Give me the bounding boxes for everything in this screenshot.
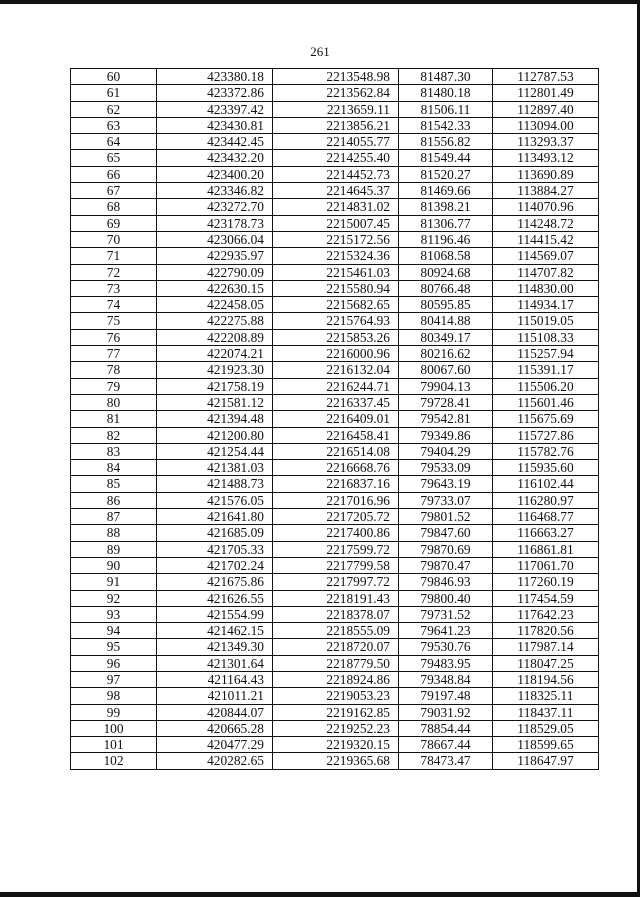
local-y-cell: 118599.65: [493, 737, 599, 753]
local-y-cell: 113690.89: [493, 166, 599, 182]
table-row: [71, 704, 599, 720]
point-number-cell: 87: [71, 509, 157, 525]
local-y-cell: 115935.60: [493, 460, 599, 476]
table-row: [71, 297, 599, 313]
local-y-cell: 117820.56: [493, 623, 599, 639]
point-number-cell: 67: [71, 183, 157, 199]
local-x-cell: 81398.21: [399, 199, 493, 215]
point-number-cell: 79: [71, 378, 157, 394]
coord-y-cell: 2216514.08: [273, 443, 399, 459]
coord-y-cell: 2218924.86: [273, 671, 399, 687]
coord-y-cell: 2218779.50: [273, 655, 399, 671]
local-y-cell: 115019.05: [493, 313, 599, 329]
table-row: [71, 590, 599, 606]
table-row: [71, 280, 599, 296]
coord-x-cell: 420844.07: [157, 704, 273, 720]
local-x-cell: 80414.88: [399, 313, 493, 329]
coord-x-cell: 422275.88: [157, 313, 273, 329]
point-number-cell: 76: [71, 329, 157, 345]
local-y-cell: 114569.07: [493, 248, 599, 264]
table-row: [71, 492, 599, 508]
coord-y-cell: 2218378.07: [273, 606, 399, 622]
coord-y-cell: 2215682.65: [273, 297, 399, 313]
point-number-cell: 82: [71, 427, 157, 443]
coord-y-cell: 2216000.96: [273, 346, 399, 362]
point-number-cell: 62: [71, 101, 157, 117]
coord-x-cell: 422074.21: [157, 346, 273, 362]
local-y-cell: 112897.40: [493, 101, 599, 117]
table-row: [71, 476, 599, 492]
table-row: [71, 557, 599, 573]
local-x-cell: 81469.66: [399, 183, 493, 199]
table-row: [71, 264, 599, 280]
point-number-cell: 101: [71, 737, 157, 753]
point-number-cell: 60: [71, 69, 157, 85]
table-row: [71, 183, 599, 199]
table-row: [71, 248, 599, 264]
table-row: [71, 394, 599, 410]
coord-y-cell: 2219162.85: [273, 704, 399, 720]
table-row: [71, 313, 599, 329]
local-x-cell: 79801.52: [399, 509, 493, 525]
point-number-cell: 84: [71, 460, 157, 476]
table-row: [71, 443, 599, 459]
coord-y-cell: 2213548.98: [273, 69, 399, 85]
point-number-cell: 89: [71, 541, 157, 557]
point-number-cell: 66: [71, 166, 157, 182]
point-number-cell: 71: [71, 248, 157, 264]
local-x-cell: 78667.44: [399, 737, 493, 753]
coordinate-table: [70, 68, 599, 770]
point-number-cell: 91: [71, 574, 157, 590]
coord-y-cell: 2217599.72: [273, 541, 399, 557]
coord-y-cell: 2215461.03: [273, 264, 399, 280]
local-x-cell: 79800.40: [399, 590, 493, 606]
table-row: [71, 69, 599, 85]
coord-y-cell: 2214055.77: [273, 134, 399, 150]
local-y-cell: 115108.33: [493, 329, 599, 345]
local-x-cell: 79641.23: [399, 623, 493, 639]
coord-y-cell: 2216409.01: [273, 411, 399, 427]
point-number-cell: 102: [71, 753, 157, 769]
local-y-cell: 115782.76: [493, 443, 599, 459]
local-y-cell: 114415.42: [493, 231, 599, 247]
point-number-cell: 83: [71, 443, 157, 459]
coord-y-cell: 2218555.09: [273, 623, 399, 639]
coord-y-cell: 2215764.93: [273, 313, 399, 329]
local-y-cell: 113884.27: [493, 183, 599, 199]
coordinate-table-body: [71, 69, 599, 770]
local-y-cell: 114070.96: [493, 199, 599, 215]
coord-y-cell: 2214255.40: [273, 150, 399, 166]
local-x-cell: 81480.18: [399, 85, 493, 101]
local-x-cell: 81549.44: [399, 150, 493, 166]
point-number-cell: 94: [71, 623, 157, 639]
point-number-cell: 81: [71, 411, 157, 427]
local-y-cell: 114248.72: [493, 215, 599, 231]
local-y-cell: 113493.12: [493, 150, 599, 166]
coord-y-cell: 2219252.23: [273, 720, 399, 736]
coord-y-cell: 2217799.58: [273, 557, 399, 573]
local-x-cell: 79870.47: [399, 557, 493, 573]
coord-x-cell: 421554.99: [157, 606, 273, 622]
point-number-cell: 100: [71, 720, 157, 736]
coord-y-cell: 2216837.16: [273, 476, 399, 492]
table-row: [71, 378, 599, 394]
local-y-cell: 118437.11: [493, 704, 599, 720]
coord-x-cell: 421349.30: [157, 639, 273, 655]
point-number-cell: 97: [71, 671, 157, 687]
local-y-cell: 117260.19: [493, 574, 599, 590]
point-number-cell: 65: [71, 150, 157, 166]
point-number-cell: 73: [71, 280, 157, 296]
coord-x-cell: 421702.24: [157, 557, 273, 573]
page-number: 261: [310, 44, 330, 59]
coord-x-cell: 423397.42: [157, 101, 273, 117]
coord-x-cell: 423430.81: [157, 117, 273, 133]
local-x-cell: 81506.11: [399, 101, 493, 117]
table-row: [71, 720, 599, 736]
coord-x-cell: 423380.18: [157, 69, 273, 85]
table-row: [71, 329, 599, 345]
local-y-cell: 116663.27: [493, 525, 599, 541]
local-x-cell: 79349.86: [399, 427, 493, 443]
local-y-cell: 115257.94: [493, 346, 599, 362]
local-y-cell: 114934.17: [493, 297, 599, 313]
point-number-cell: 68: [71, 199, 157, 215]
coord-y-cell: 2216132.04: [273, 362, 399, 378]
coord-y-cell: 2214645.37: [273, 183, 399, 199]
coord-y-cell: 2216668.76: [273, 460, 399, 476]
coord-y-cell: 2214452.73: [273, 166, 399, 182]
local-x-cell: 79348.84: [399, 671, 493, 687]
local-y-cell: 115675.69: [493, 411, 599, 427]
point-number-cell: 78: [71, 362, 157, 378]
coord-x-cell: 423432.20: [157, 150, 273, 166]
point-number-cell: 86: [71, 492, 157, 508]
table-row: [71, 737, 599, 753]
point-number-cell: 77: [71, 346, 157, 362]
coord-x-cell: 421488.73: [157, 476, 273, 492]
coord-y-cell: 2217997.72: [273, 574, 399, 590]
scan-edge-bottom: [0, 892, 640, 897]
coord-y-cell: 2213659.11: [273, 101, 399, 117]
coord-y-cell: 2213562.84: [273, 85, 399, 101]
coord-x-cell: 421301.64: [157, 655, 273, 671]
point-number-cell: 63: [71, 117, 157, 133]
point-number-cell: 64: [71, 134, 157, 150]
local-y-cell: 112787.53: [493, 69, 599, 85]
point-number-cell: 70: [71, 231, 157, 247]
local-y-cell: 117061.70: [493, 557, 599, 573]
point-number-cell: 95: [71, 639, 157, 655]
coord-y-cell: 2215580.94: [273, 280, 399, 296]
local-y-cell: 116280.97: [493, 492, 599, 508]
coord-x-cell: 423272.70: [157, 199, 273, 215]
local-y-cell: 117642.23: [493, 606, 599, 622]
coord-y-cell: 2219320.15: [273, 737, 399, 753]
local-y-cell: 118529.05: [493, 720, 599, 736]
coord-y-cell: 2214831.02: [273, 199, 399, 215]
coord-x-cell: 423400.20: [157, 166, 273, 182]
coord-x-cell: 421576.05: [157, 492, 273, 508]
coord-x-cell: 421200.80: [157, 427, 273, 443]
coord-x-cell: 421462.15: [157, 623, 273, 639]
coord-y-cell: 2215853.26: [273, 329, 399, 345]
coord-x-cell: 421381.03: [157, 460, 273, 476]
local-x-cell: 81306.77: [399, 215, 493, 231]
table-row: [71, 166, 599, 182]
table-row: [71, 117, 599, 133]
local-y-cell: 115391.17: [493, 362, 599, 378]
coord-y-cell: 2219053.23: [273, 688, 399, 704]
point-number-cell: 90: [71, 557, 157, 573]
table-row: [71, 427, 599, 443]
coord-x-cell: 423066.04: [157, 231, 273, 247]
coord-y-cell: 2217205.72: [273, 509, 399, 525]
coord-y-cell: 2217016.96: [273, 492, 399, 508]
coord-y-cell: 2215324.36: [273, 248, 399, 264]
table-row: [71, 623, 599, 639]
local-y-cell: 114707.82: [493, 264, 599, 280]
point-number-cell: 72: [71, 264, 157, 280]
local-y-cell: 118194.56: [493, 671, 599, 687]
local-x-cell: 79533.09: [399, 460, 493, 476]
point-number-cell: 80: [71, 394, 157, 410]
coord-x-cell: 420477.29: [157, 737, 273, 753]
local-y-cell: 116468.77: [493, 509, 599, 525]
local-x-cell: 79542.81: [399, 411, 493, 427]
coord-x-cell: 421011.21: [157, 688, 273, 704]
coord-x-cell: 421685.09: [157, 525, 273, 541]
local-x-cell: 79031.92: [399, 704, 493, 720]
table-row: [71, 411, 599, 427]
table-row: [71, 639, 599, 655]
point-number-cell: 85: [71, 476, 157, 492]
local-x-cell: 81196.46: [399, 231, 493, 247]
local-x-cell: 79483.95: [399, 655, 493, 671]
point-number-cell: 74: [71, 297, 157, 313]
local-x-cell: 79733.07: [399, 492, 493, 508]
local-y-cell: 115727.86: [493, 427, 599, 443]
local-x-cell: 79643.19: [399, 476, 493, 492]
coord-x-cell: 421626.55: [157, 590, 273, 606]
coord-x-cell: 420665.28: [157, 720, 273, 736]
coord-x-cell: 422458.05: [157, 297, 273, 313]
coord-y-cell: 2216337.45: [273, 394, 399, 410]
local-x-cell: 79530.76: [399, 639, 493, 655]
table-row: [71, 150, 599, 166]
coord-x-cell: 422630.15: [157, 280, 273, 296]
scan-edge-top: [0, 0, 640, 4]
coord-x-cell: 421164.43: [157, 671, 273, 687]
local-x-cell: 81556.82: [399, 134, 493, 150]
local-y-cell: 113293.37: [493, 134, 599, 150]
table-row: [71, 688, 599, 704]
local-x-cell: 81520.27: [399, 166, 493, 182]
table-row: [71, 509, 599, 525]
point-number-cell: 92: [71, 590, 157, 606]
local-y-cell: 118325.11: [493, 688, 599, 704]
local-x-cell: 79870.69: [399, 541, 493, 557]
local-x-cell: 81487.30: [399, 69, 493, 85]
local-y-cell: 118647.97: [493, 753, 599, 769]
table-row: [71, 655, 599, 671]
local-x-cell: 80067.60: [399, 362, 493, 378]
local-y-cell: 118047.25: [493, 655, 599, 671]
local-y-cell: 113094.00: [493, 117, 599, 133]
coord-y-cell: 2218191.43: [273, 590, 399, 606]
table-row: [71, 215, 599, 231]
local-x-cell: 81068.58: [399, 248, 493, 264]
local-x-cell: 80766.48: [399, 280, 493, 296]
table-row: [71, 231, 599, 247]
point-number-cell: 96: [71, 655, 157, 671]
table-row: [71, 753, 599, 769]
coord-x-cell: 423372.86: [157, 85, 273, 101]
coord-y-cell: 2216458.41: [273, 427, 399, 443]
table-row: [71, 671, 599, 687]
point-number-cell: 99: [71, 704, 157, 720]
table-row: [71, 574, 599, 590]
coord-y-cell: 2219365.68: [273, 753, 399, 769]
coord-y-cell: 2213856.21: [273, 117, 399, 133]
coord-x-cell: 421758.19: [157, 378, 273, 394]
table-row: [71, 525, 599, 541]
table-row: [71, 199, 599, 215]
coord-y-cell: 2216244.71: [273, 378, 399, 394]
coord-y-cell: 2217400.86: [273, 525, 399, 541]
local-y-cell: 112801.49: [493, 85, 599, 101]
table-row: [71, 541, 599, 557]
local-x-cell: 80595.85: [399, 297, 493, 313]
point-number-cell: 75: [71, 313, 157, 329]
local-y-cell: 116861.81: [493, 541, 599, 557]
table-row: [71, 362, 599, 378]
coord-x-cell: 421254.44: [157, 443, 273, 459]
coord-y-cell: 2218720.07: [273, 639, 399, 655]
point-number-cell: 61: [71, 85, 157, 101]
local-x-cell: 80216.62: [399, 346, 493, 362]
local-x-cell: 81542.33: [399, 117, 493, 133]
local-y-cell: 115601.46: [493, 394, 599, 410]
local-y-cell: 115506.20: [493, 378, 599, 394]
table-row: [71, 346, 599, 362]
local-x-cell: 79728.41: [399, 394, 493, 410]
coord-x-cell: 423442.45: [157, 134, 273, 150]
local-x-cell: 78473.47: [399, 753, 493, 769]
coord-x-cell: 423178.73: [157, 215, 273, 231]
coord-x-cell: 422790.09: [157, 264, 273, 280]
table-row: [71, 85, 599, 101]
local-x-cell: 79731.52: [399, 606, 493, 622]
coord-x-cell: 422208.89: [157, 329, 273, 345]
coord-y-cell: 2215007.45: [273, 215, 399, 231]
local-x-cell: 78854.44: [399, 720, 493, 736]
point-number-cell: 88: [71, 525, 157, 541]
local-y-cell: 114830.00: [493, 280, 599, 296]
local-x-cell: 79404.29: [399, 443, 493, 459]
local-x-cell: 80349.17: [399, 329, 493, 345]
local-x-cell: 79197.48: [399, 688, 493, 704]
coord-x-cell: 421923.30: [157, 362, 273, 378]
coord-x-cell: 421641.80: [157, 509, 273, 525]
coord-y-cell: 2215172.56: [273, 231, 399, 247]
local-x-cell: 79904.13: [399, 378, 493, 394]
table-row: [71, 460, 599, 476]
local-y-cell: 117454.59: [493, 590, 599, 606]
coord-x-cell: 421675.86: [157, 574, 273, 590]
coord-x-cell: 421705.33: [157, 541, 273, 557]
local-y-cell: 116102.44: [493, 476, 599, 492]
point-number-cell: 69: [71, 215, 157, 231]
local-x-cell: 79847.60: [399, 525, 493, 541]
coord-x-cell: 423346.82: [157, 183, 273, 199]
table-row: [71, 101, 599, 117]
coord-x-cell: 421394.48: [157, 411, 273, 427]
table-row: [71, 134, 599, 150]
point-number-cell: 98: [71, 688, 157, 704]
local-x-cell: 80924.68: [399, 264, 493, 280]
coord-x-cell: 422935.97: [157, 248, 273, 264]
table-row: [71, 606, 599, 622]
local-x-cell: 79846.93: [399, 574, 493, 590]
point-number-cell: 93: [71, 606, 157, 622]
coord-x-cell: 421581.12: [157, 394, 273, 410]
local-y-cell: 117987.14: [493, 639, 599, 655]
coord-x-cell: 420282.65: [157, 753, 273, 769]
